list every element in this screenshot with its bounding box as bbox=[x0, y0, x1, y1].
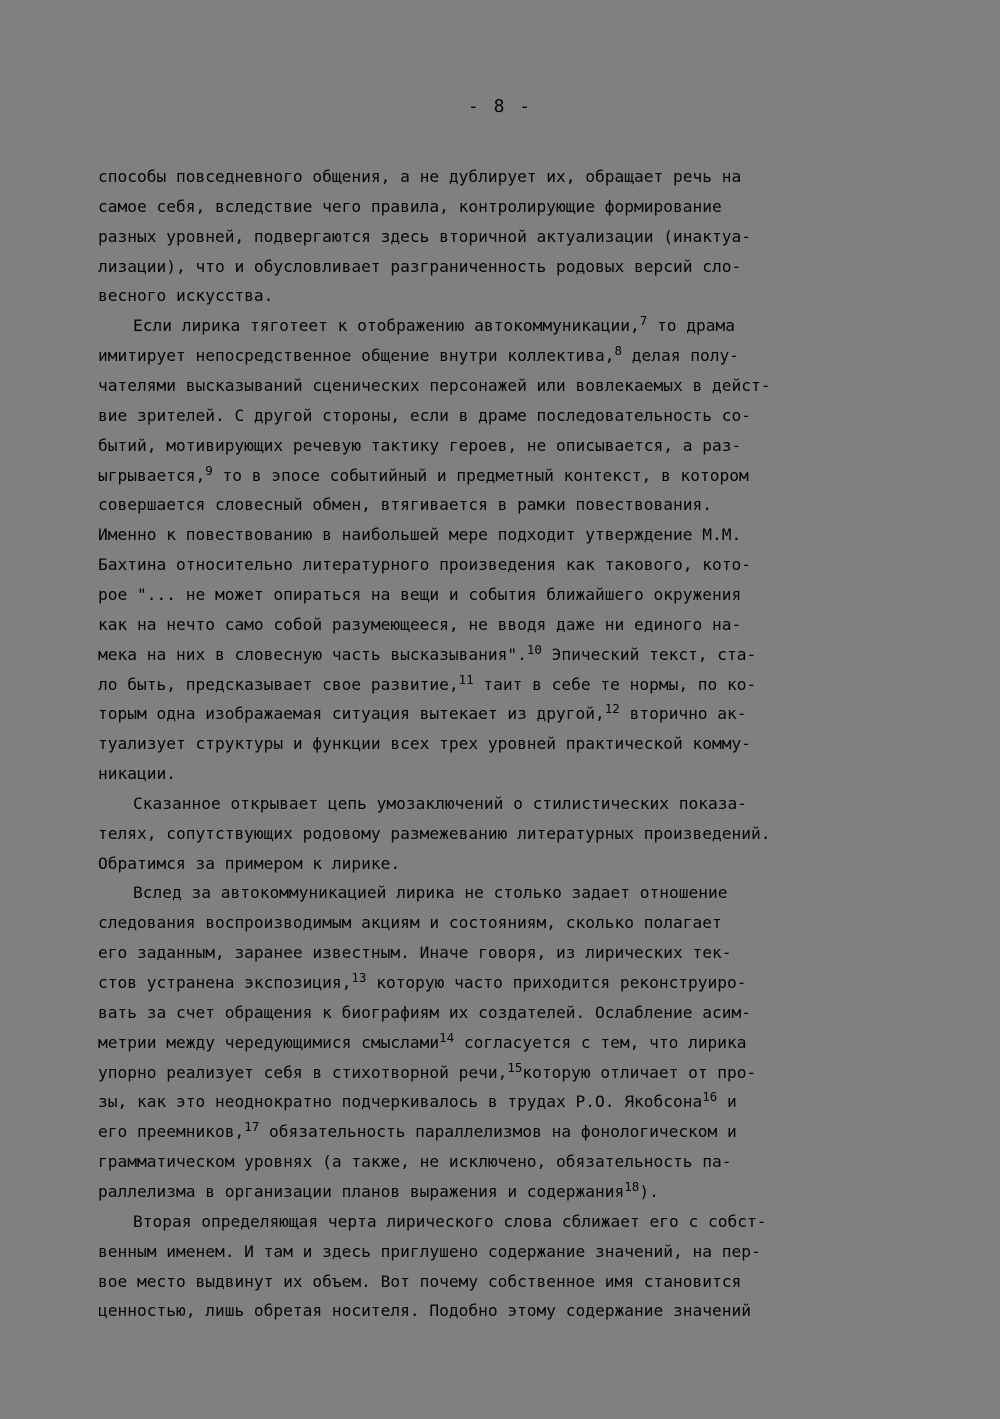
text-line bbox=[98, 671, 757, 696]
line-text: чателями высказываний сценических персонажей или вовлекаемых в дейст- bbox=[98, 376, 771, 395]
footnote-marker: 14 bbox=[439, 1029, 455, 1045]
footnote-marker: 11 bbox=[458, 671, 474, 687]
text-line bbox=[98, 462, 749, 487]
line-text: раллелизма в организации планов выражения и содержания bbox=[98, 1181, 625, 1201]
text-line bbox=[98, 1029, 747, 1054]
line-text: ыгрывается, bbox=[98, 465, 206, 485]
text-line bbox=[98, 256, 741, 278]
line-text-continued: обязательность параллелизмов на фонологическом и bbox=[259, 1122, 737, 1142]
line-text-continued: то драма bbox=[647, 316, 736, 336]
line-text: следования воспроизводимым акциям и состояниям, сколько полагает bbox=[98, 913, 722, 933]
line-text: торым одна изображаемая ситуация вытекает из другой, bbox=[98, 704, 605, 724]
text-line bbox=[133, 315, 735, 337]
text-line bbox=[98, 166, 741, 188]
line-text: Сказанное открывает цепь умозаключений о стилистических показа- bbox=[133, 793, 747, 813]
line-text-continued: таит в себе те нормы, по ко- bbox=[473, 674, 757, 694]
text-line bbox=[133, 793, 747, 815]
text-line bbox=[98, 1178, 659, 1203]
line-text: ценностью, лишь обретая носителя. Подобно этому содержание значений bbox=[98, 1301, 751, 1321]
line-text: вие зрителей. С другой стороны, если в драме последовательность со- bbox=[98, 405, 751, 425]
line-text: зы, как это неоднократно подчеркивалось в трудах Р.О. Якобсона bbox=[98, 1092, 703, 1112]
line-text-continued: делая полу- bbox=[622, 346, 740, 366]
line-text: Вторая определяющая черта лирического слова сближает его с собст- bbox=[133, 1211, 767, 1231]
footnote-marker: 12 bbox=[604, 701, 620, 717]
line-text: его преемников, bbox=[98, 1122, 245, 1142]
line-text: вое место выдвинут их объем. Вот почему собственное имя становится bbox=[98, 1271, 742, 1291]
text-line bbox=[133, 882, 728, 904]
line-text-continued: ). bbox=[639, 1181, 659, 1201]
line-text-continued: Эпический текст, ста- bbox=[541, 644, 757, 664]
text-line bbox=[98, 641, 757, 666]
line-text: Бахтина относительно литературного произведения как такового, кото- bbox=[98, 555, 751, 574]
line-text: вать за счет обращения к биографиям их создателей. Ослабление асим- bbox=[98, 1002, 751, 1022]
footnote-marker: 10 bbox=[526, 641, 542, 657]
line-text: самое себя, вследствие чего правила, контролирующие формирование bbox=[98, 196, 722, 216]
line-text: метрии между чередующимися смыслами bbox=[98, 1032, 440, 1052]
text-line bbox=[98, 494, 712, 516]
line-text-continued: которую отличает от про- bbox=[522, 1062, 757, 1082]
line-text: имитирует непосредственное общение внутри коллектива, bbox=[98, 346, 615, 366]
line-text-continued: вторично ак- bbox=[619, 704, 747, 724]
text-line bbox=[98, 1241, 761, 1263]
text-line bbox=[133, 1211, 766, 1233]
line-text: мека на них в словесную часть высказывания". bbox=[98, 644, 527, 664]
text-line bbox=[98, 1002, 751, 1024]
line-text: туализует структуры и функции всех трех уровней практической комму- bbox=[98, 734, 751, 754]
line-text: никации. bbox=[98, 764, 176, 783]
line-text-continued: и bbox=[717, 1092, 737, 1112]
line-text: его заданным, заранее известным. Иначе говоря, из лирических тек- bbox=[98, 943, 732, 963]
footnote-marker: 9 bbox=[205, 462, 213, 478]
text-line bbox=[98, 1300, 751, 1322]
line-text: телях, сопутствующих родовому размежеванию литературных произведений. bbox=[98, 823, 771, 843]
line-text: весного искусства. bbox=[98, 286, 274, 306]
footnote-marker: 16 bbox=[702, 1089, 718, 1105]
footnote-marker: 13 bbox=[351, 970, 367, 985]
line-text: рое "... не может опираться на вещи и события ближайшего окружения bbox=[98, 584, 742, 604]
text-line bbox=[98, 614, 741, 636]
footnote-marker: 7 bbox=[639, 313, 648, 329]
line-text: лизации), что и обусловливает разграниченность родовых версий сло- bbox=[98, 256, 742, 276]
text-line bbox=[98, 554, 751, 576]
line-text-continued: то в эпосе событийный и предметный контекст, в котором bbox=[212, 465, 749, 485]
text-line bbox=[98, 733, 751, 755]
text-line bbox=[98, 196, 722, 218]
text-line bbox=[98, 1271, 741, 1293]
text-line bbox=[98, 1151, 731, 1173]
text-line bbox=[98, 1091, 737, 1113]
text-line bbox=[98, 435, 741, 457]
footnote-marker: 8 bbox=[614, 343, 623, 359]
line-text-continued: которую часто приходится реконструиро- bbox=[366, 973, 747, 992]
text-line bbox=[98, 405, 751, 427]
text-line bbox=[98, 375, 770, 397]
line-text: Если лирика тяготеет к отображению автокоммуникации, bbox=[133, 316, 640, 336]
line-text-continued: согласуется с тем, что лирика bbox=[454, 1032, 747, 1052]
text-line bbox=[98, 912, 722, 934]
line-text: совершается словесный обмен, втягивается в рамки повествования. bbox=[98, 495, 712, 515]
text-line bbox=[98, 853, 400, 875]
line-text: венным именем. И там и здесь приглушено содержание значений, на пер- bbox=[98, 1241, 761, 1261]
line-text: разных уровней, подвергаются здесь вторичной актуализации (инактуа- bbox=[98, 226, 751, 246]
line-text: грамматическом уровнях (а также, не исключено, обязательность па- bbox=[98, 1152, 732, 1172]
footnote-marker: 15 bbox=[507, 1059, 523, 1075]
line-text: Обратимся за примером к лирике. bbox=[98, 853, 401, 873]
text-line bbox=[98, 942, 731, 964]
text-line bbox=[98, 1059, 757, 1084]
line-text: Вслед за автокоммуникацией лирика не столько задает отношение bbox=[133, 883, 728, 903]
text-line bbox=[98, 763, 176, 785]
line-text: стов устранена экспозиция, bbox=[98, 973, 352, 992]
text-line bbox=[98, 285, 273, 307]
line-text: бытий, мотивирующих речевую тактику героев, не описывается, а раз- bbox=[98, 435, 742, 455]
line-text: упорно реализует себя в стихотворной речи, bbox=[98, 1062, 508, 1082]
footnote-marker: 17 bbox=[244, 1119, 260, 1135]
footnote-marker: 18 bbox=[624, 1178, 640, 1194]
text-line bbox=[98, 1121, 737, 1143]
text-line bbox=[98, 972, 747, 994]
text-line bbox=[98, 226, 751, 248]
text-line bbox=[98, 345, 739, 367]
text-line bbox=[98, 823, 770, 845]
text-line bbox=[98, 524, 741, 546]
text-line bbox=[98, 703, 747, 725]
line-text: способы повседневного общения, а не дублирует их, обращает речь на bbox=[98, 167, 742, 186]
line-text: ло быть, предсказывает свое развитие, bbox=[98, 674, 459, 694]
line-text: как на нечто само собой разумеющееся, не вводя даже ни единого на- bbox=[98, 614, 742, 634]
line-text: Именно к повествованию в наибольшей мере подходит утверждение М.М. bbox=[98, 525, 742, 545]
page-number: - 8 - bbox=[467, 96, 533, 117]
text-line bbox=[98, 584, 741, 606]
